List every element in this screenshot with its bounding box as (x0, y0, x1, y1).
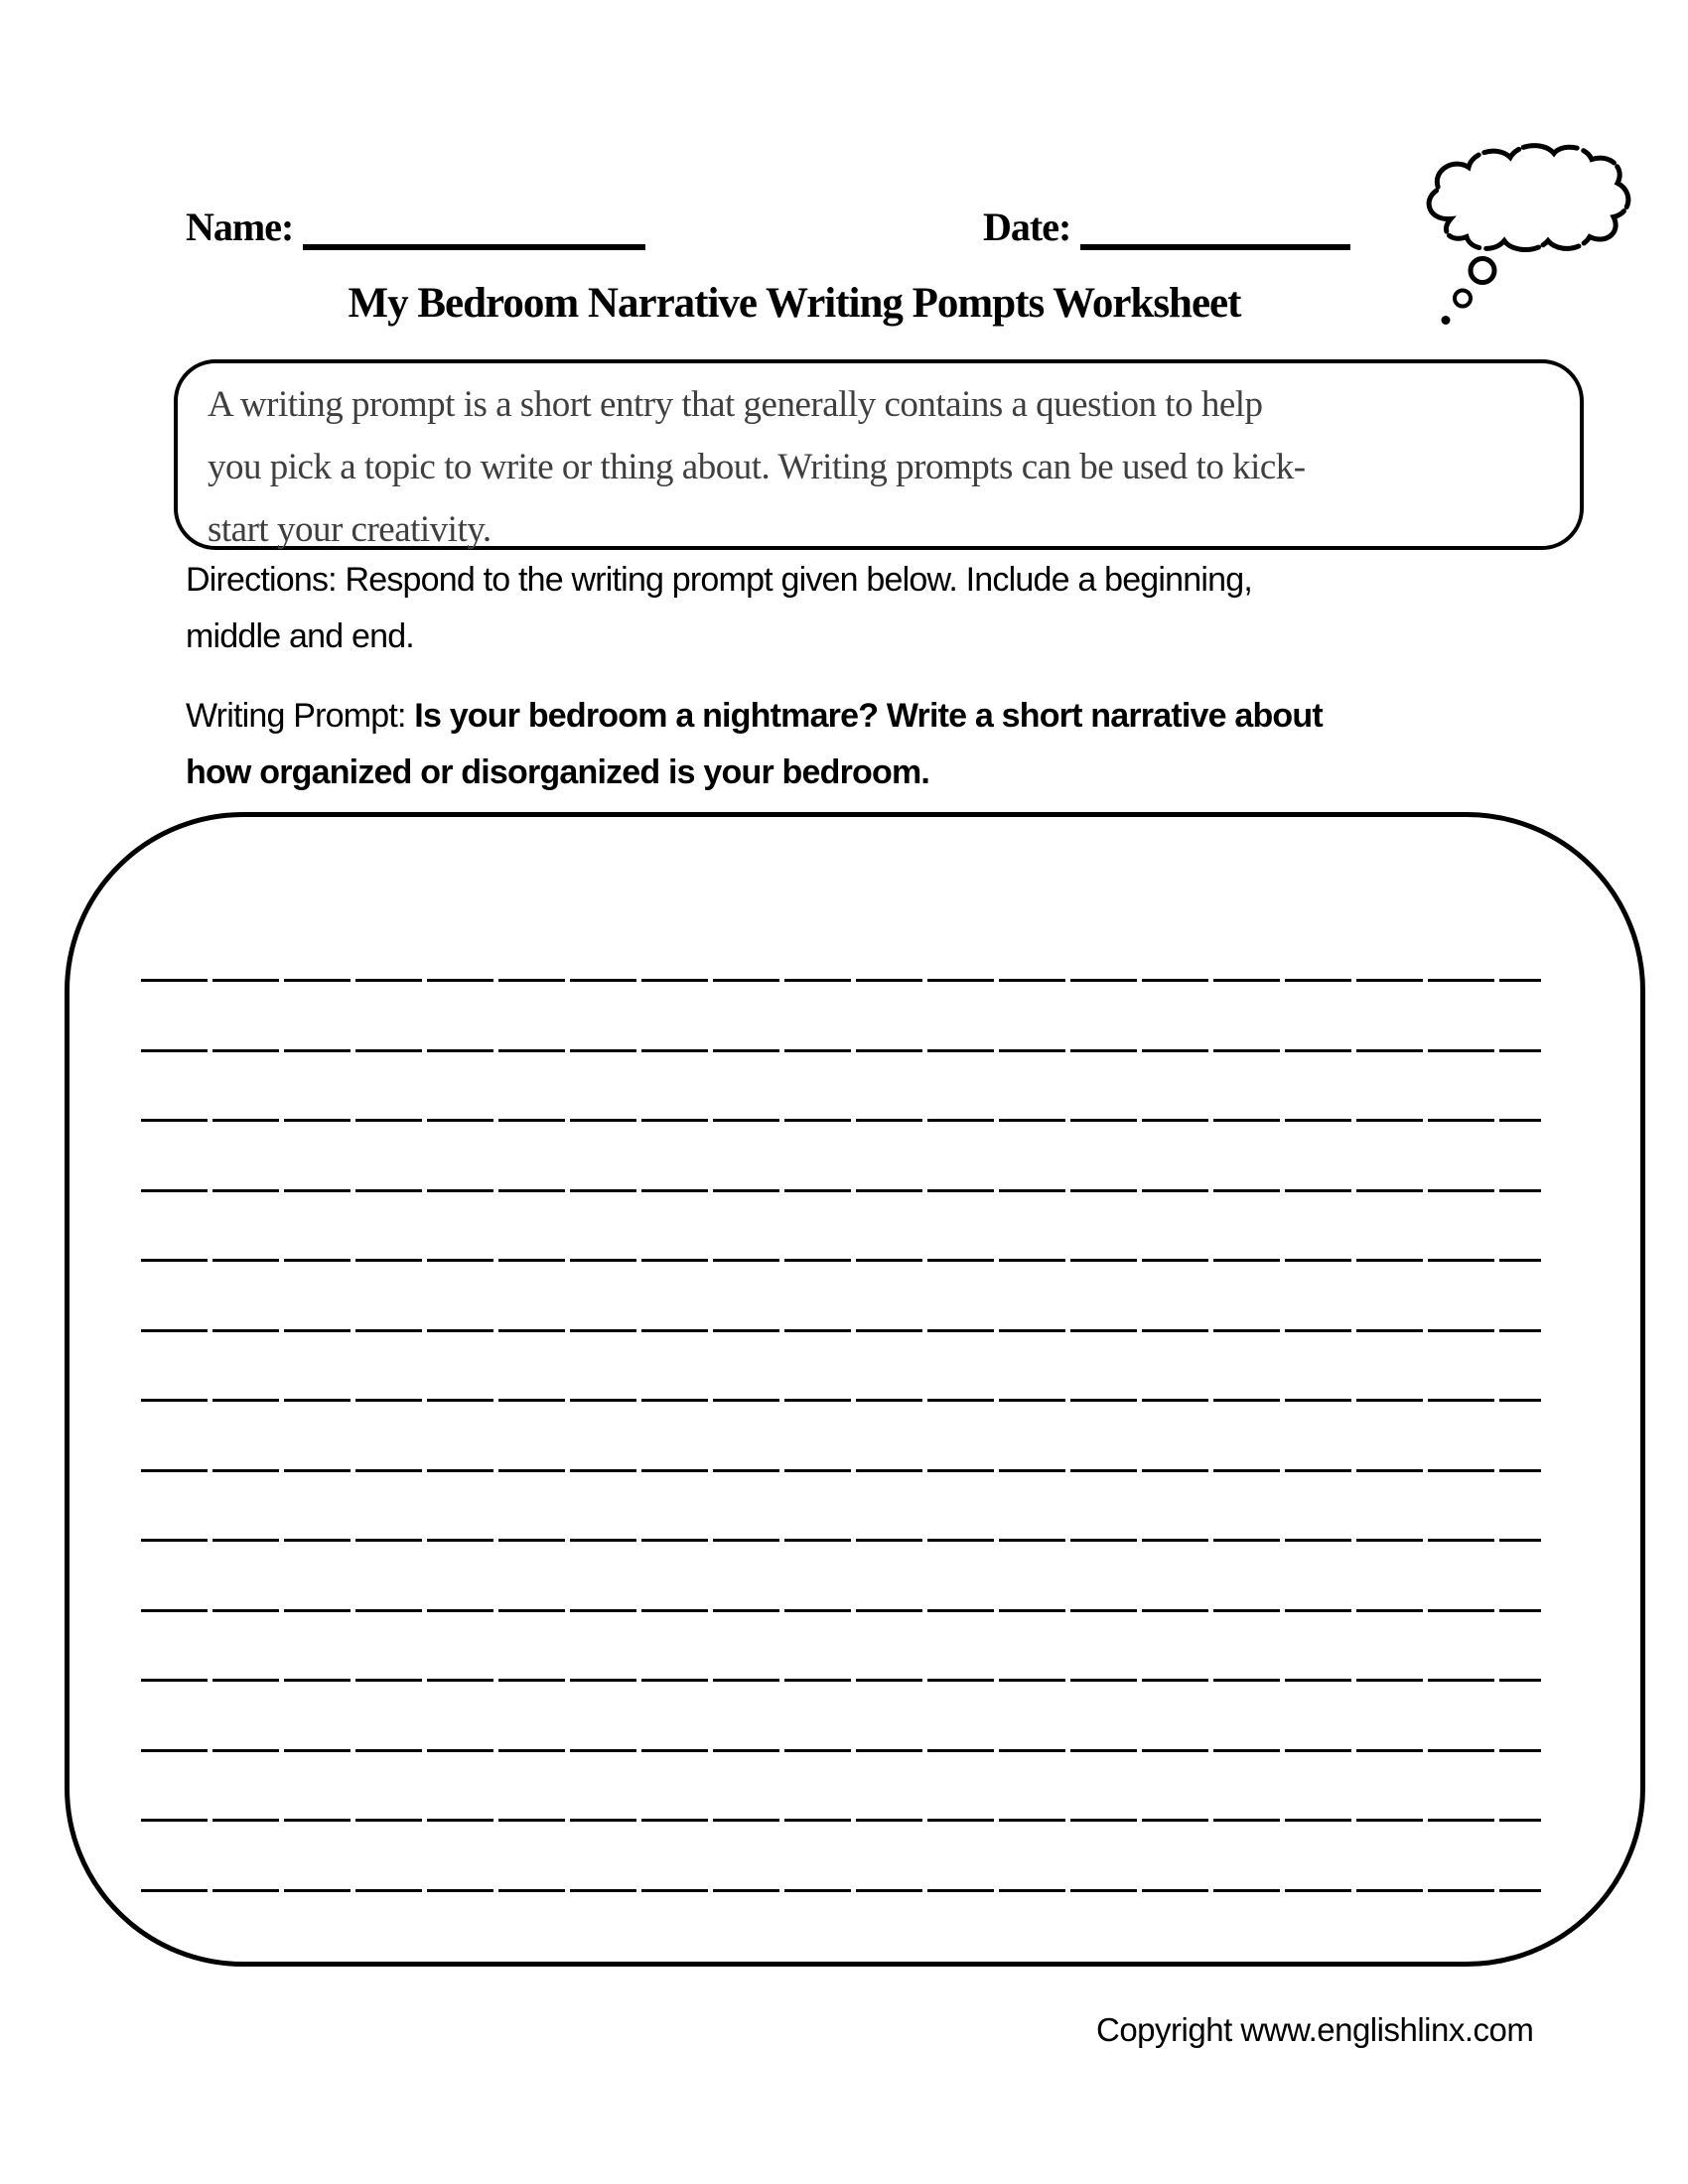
directions-line: middle and end. (186, 617, 414, 655)
intro-line: start your creativity. (208, 509, 492, 550)
date-field (983, 204, 1350, 250)
write-on-line[interactable] (141, 1259, 1541, 1262)
write-on-line[interactable] (141, 1329, 1541, 1332)
intro-box (174, 359, 1584, 550)
write-on-line[interactable] (141, 1119, 1541, 1122)
name-input-line[interactable] (303, 212, 645, 250)
prompt-bold-text: Is your bedroom a nightmare? Write a short narrative about (414, 697, 1323, 735)
copyright-text: Copyright www.englishlinx.com (1096, 2011, 1534, 2048)
prompt-line (186, 688, 1323, 745)
prompt-line (186, 745, 1323, 801)
write-on-line[interactable] (141, 1189, 1541, 1192)
write-on-line[interactable] (141, 1539, 1541, 1542)
write-on-line[interactable] (141, 1049, 1541, 1052)
write-on-line[interactable] (141, 1889, 1541, 1892)
date-input-line[interactable] (1080, 212, 1350, 250)
directions-text (186, 552, 1252, 665)
intro-line: you pick a topic to write or thing about. Writing prompts can be used to kick- (208, 447, 1306, 487)
page-title: My Bedroom Narrative Writing Pompts Worksheet (348, 280, 1241, 327)
name-field (186, 204, 645, 250)
writing-prompt-text (186, 688, 1323, 801)
prompt-bold-text: how organized or disorganized is your bedroom. (186, 753, 930, 791)
write-on-line[interactable] (141, 1819, 1541, 1822)
write-on-line[interactable] (141, 1399, 1541, 1402)
write-on-line[interactable] (141, 979, 1541, 982)
write-on-line[interactable] (141, 1609, 1541, 1612)
directions-line: Directions: Respond to the writing prompt given below. Include a beginning, (186, 561, 1253, 599)
date-label: Date: (983, 205, 1071, 249)
name-label: Name: (186, 205, 294, 249)
write-on-line[interactable] (141, 1749, 1541, 1752)
prompt-label: Writing Prompt: (186, 697, 415, 735)
write-on-line[interactable] (141, 1679, 1541, 1682)
intro-line: A writing prompt is a short entry that generally contains a question to help (208, 384, 1263, 425)
write-on-line[interactable] (141, 1469, 1541, 1472)
writing-area[interactable] (65, 812, 1645, 1967)
